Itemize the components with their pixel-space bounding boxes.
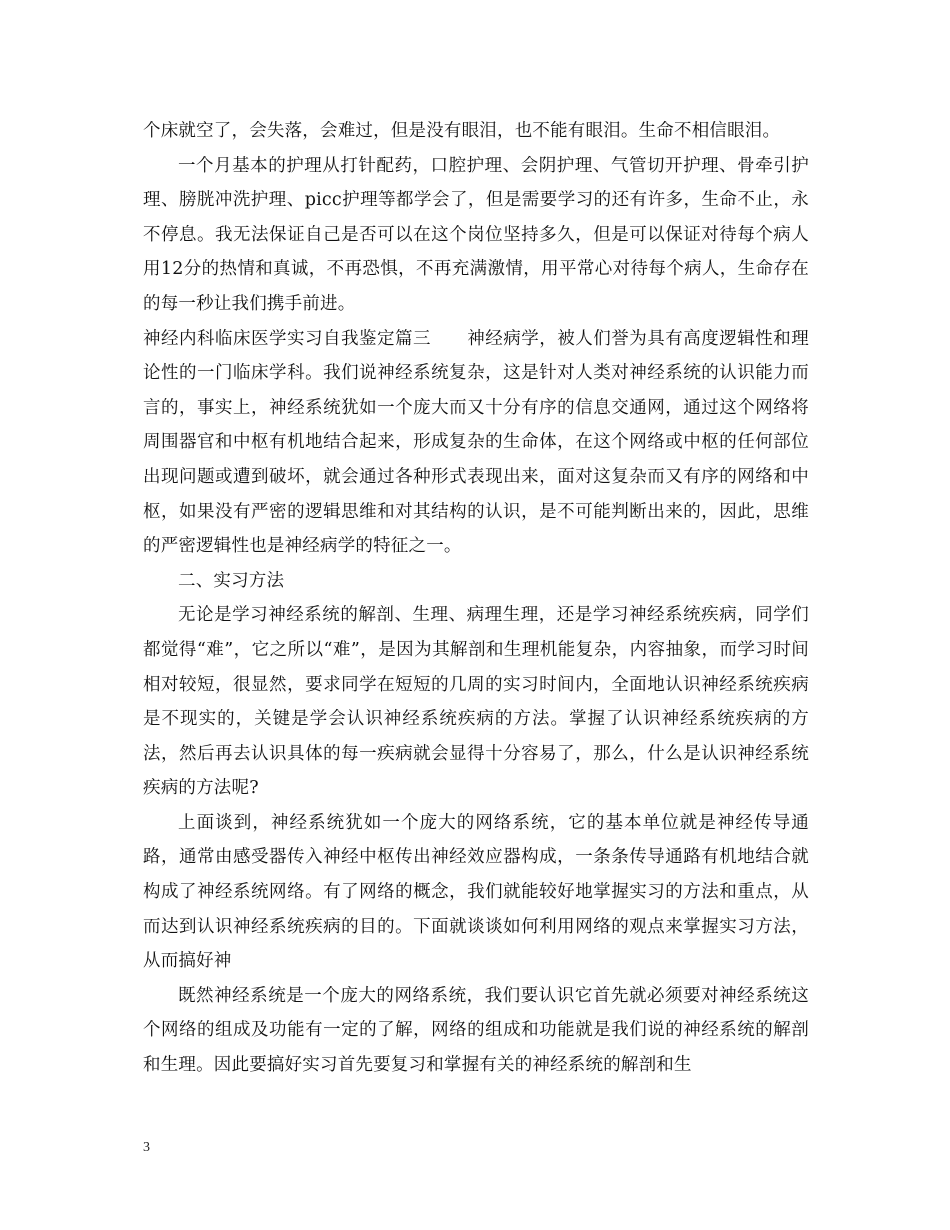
paragraph-3-text: 神经病学，被人们誉为具有高度逻辑性和理论性的一门临床学科。我们说神经系统复杂，这是针对人类对神经系统的认识能力而言的，事实上，神经系统犹如一个庞大而又十分有序的信息交通网，通过这个网络将周围器官和中枢有机地结合起来，形成复杂的生命体，在这个网络或中枢的任何部位出现问题或遭到破坏，就会通过各种形式表现出来，面对这复杂而又有序的网络和中枢，如果没有严密的逻辑思维和对其结构的认识，是不可能判断出来的，因此，思维的严密逻辑性也是神经病学的特征之一。 — [143, 328, 809, 557]
paragraph-1: 个床就空了，会失落，会难过，但是没有眼泪，也不能有眼泪。生命不相信眼泪。 — [143, 121, 781, 141]
paragraph-2: 一个月基本的护理从打针配药，口腔护理、会阴护理、气管切开护理、骨牵引护理、膀胱冲洗护理、picc护理等都学会了，但是需要学习的还有许多，生命不止，永不停息。我无法保证自己是否可以在这个岗位坚持多久，但是可以保证对待每个病人用12分的热情和真诚，不再恐惧，不再充满激情，用平常心对待每个病人，生命存在的每一秒让我们携手前进。 — [143, 155, 809, 314]
section-title-methods: 二、实习方法 — [178, 570, 285, 591]
paragraph-6: 上面谈到，神经系统犹如一个庞大的网络系统，它的基本单位就是神经传导通路，通常由感受器传入神经中枢传出神经效应器构成，一条条传导通路有机地结合就构成了神经系统网络。有了网络的概念，我们就能较好地掌握实习的方法和重点，从而达到认识神经系统疾病的目的。下面就谈谈如何利用网络的观点来掌握实习方法，从而搞好神 — [143, 812, 809, 972]
page-number: 3 — [143, 1140, 150, 1155]
section-heading: 神经内科临床医学实习自我鉴定篇三 — [143, 328, 431, 349]
paragraph-5: 无论是学习神经系统的解剖、生理、病理生理，还是学习神经系统疾病，同学们都觉得“难”，它之所以“难”，是因为其解剖和生理机能复杂，内容抽象，而学习时间相对较短，很显然，要求同学在短短的几周的实习时间内，全面地认识神经系统疾病是不现实的，关键是学会认识神经系统疾病的方法。掌握了认识神经系统疾病的方法，然后再去认识具体的每一疾病就会显得十分容易了，那么，什么是认识神经系统疾病的方法呢? — [143, 605, 809, 799]
document-body — [143, 114, 809, 1083]
paragraph-3 — [143, 322, 809, 564]
paragraph-7: 既然神经系统是一个庞大的网络系统，我们要认识它首先就必须要对神经系统这个网络的组成及功能有一定的了解，网络的组成和功能就是我们说的神经系统的解剖和生理。因此要搞好实习首先要复习和掌握有关的神经系统的解剖和生 — [143, 985, 809, 1076]
